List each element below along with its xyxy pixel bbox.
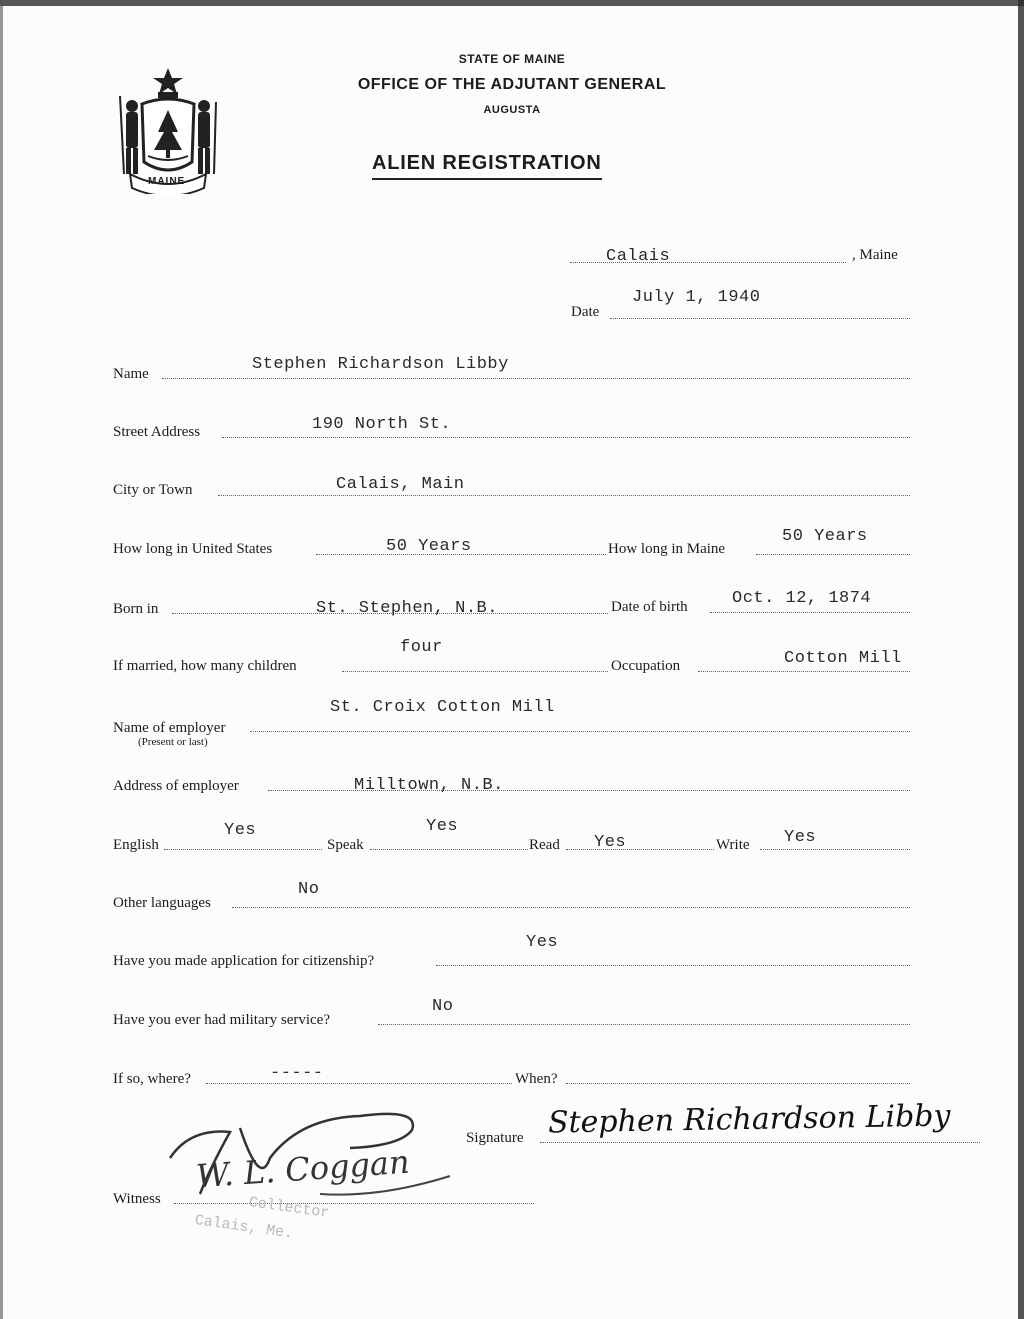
long-maine-line xyxy=(756,554,910,555)
when-line xyxy=(566,1083,910,1084)
long-maine-value: 50 Years xyxy=(782,527,868,546)
other-lang-label: Other languages xyxy=(113,895,211,911)
signature-label: Signature xyxy=(466,1130,524,1146)
city-line xyxy=(218,495,910,496)
date-value: July 1, 1940 xyxy=(632,288,761,307)
signature-line xyxy=(540,1142,980,1143)
read-value: Yes xyxy=(594,833,627,852)
dob-line xyxy=(710,612,910,613)
english-label: English xyxy=(113,837,159,853)
dob-value: Oct. 12, 1874 xyxy=(732,589,872,608)
occupation-line xyxy=(698,671,910,672)
collector-stamp-line1: Collector xyxy=(247,1194,331,1223)
military-value: No xyxy=(432,997,454,1016)
when-label: When? xyxy=(515,1071,558,1087)
date-line xyxy=(610,318,910,319)
long-us-value: 50 Years xyxy=(386,537,472,556)
date-label: Date xyxy=(571,304,600,320)
employer-address-value: Milltown, N.B. xyxy=(354,776,504,795)
children-label: If married, how many children xyxy=(113,658,297,674)
employer-label: Name of employer xyxy=(113,720,226,736)
military-label: Have you ever had military service? xyxy=(113,1012,330,1028)
town-value: Calais xyxy=(606,247,671,266)
street-value: 190 North St. xyxy=(312,415,452,434)
name-value: Stephen Richardson Libby xyxy=(252,355,509,374)
other-lang-line xyxy=(232,907,910,908)
read-label: Read xyxy=(529,837,560,853)
employer-address-label: Address of employer xyxy=(113,778,239,794)
citizenship-label: Have you made application for citizenship? xyxy=(113,953,375,969)
where-label: If so, where? xyxy=(113,1071,191,1087)
occupation-label: Occupation xyxy=(611,658,681,674)
name-label: Name xyxy=(113,366,149,382)
english-line xyxy=(164,849,322,850)
scan-edge-left xyxy=(0,0,3,1319)
collector-stamp-line2: Calais, Me. xyxy=(193,1212,295,1243)
speak-line xyxy=(370,849,528,850)
employer-value: St. Croix Cotton Mill xyxy=(330,698,555,717)
write-value: Yes xyxy=(784,828,817,847)
street-line xyxy=(222,437,910,438)
name-line xyxy=(162,378,910,379)
city-label: City or Town xyxy=(113,482,193,498)
where-value: ----- xyxy=(270,1064,324,1083)
long-maine-label: How long in Maine xyxy=(608,541,726,557)
scan-edge-top xyxy=(0,0,1024,6)
speak-label: Speak xyxy=(327,837,364,853)
english-value: Yes xyxy=(224,821,257,840)
seal-label: MAINE xyxy=(148,176,186,187)
citizenship-line xyxy=(436,965,910,966)
maine-label: , Maine xyxy=(852,247,898,263)
occupation-value: Cotton Mill xyxy=(784,649,902,668)
military-line xyxy=(378,1024,910,1025)
read-line xyxy=(566,849,714,850)
speak-value: Yes xyxy=(426,817,459,836)
employer-note: (Present or last) xyxy=(138,736,208,748)
employer-line xyxy=(250,731,910,732)
write-label: Write xyxy=(716,837,750,853)
write-line xyxy=(760,849,910,850)
applicant-signature: Stephen Richardson Libby xyxy=(547,1098,951,1141)
witness-signature: W. L. Coggan xyxy=(194,1142,411,1196)
long-us-label: How long in United States xyxy=(113,541,273,557)
office-heading: OFFICE OF THE ADJUTANT GENERAL xyxy=(357,76,667,93)
born-label: Born in xyxy=(113,601,159,617)
children-value: four xyxy=(400,638,443,657)
where-line xyxy=(206,1083,512,1084)
citizenship-value: Yes xyxy=(526,933,559,952)
born-value: St. Stephen, N.B. xyxy=(316,599,498,618)
witness-label: Witness xyxy=(113,1191,161,1207)
form-title: ALIEN REGISTRATION xyxy=(372,152,602,180)
city-heading: AUGUSTA xyxy=(483,104,541,116)
street-label: Street Address xyxy=(113,424,201,440)
other-lang-value: No xyxy=(298,880,320,899)
dob-label: Date of birth xyxy=(611,599,688,615)
city-value: Calais, Main xyxy=(336,475,465,494)
state-heading: STATE OF MAINE xyxy=(458,52,566,66)
children-line xyxy=(342,671,608,672)
scan-edge-right xyxy=(1018,0,1024,1319)
